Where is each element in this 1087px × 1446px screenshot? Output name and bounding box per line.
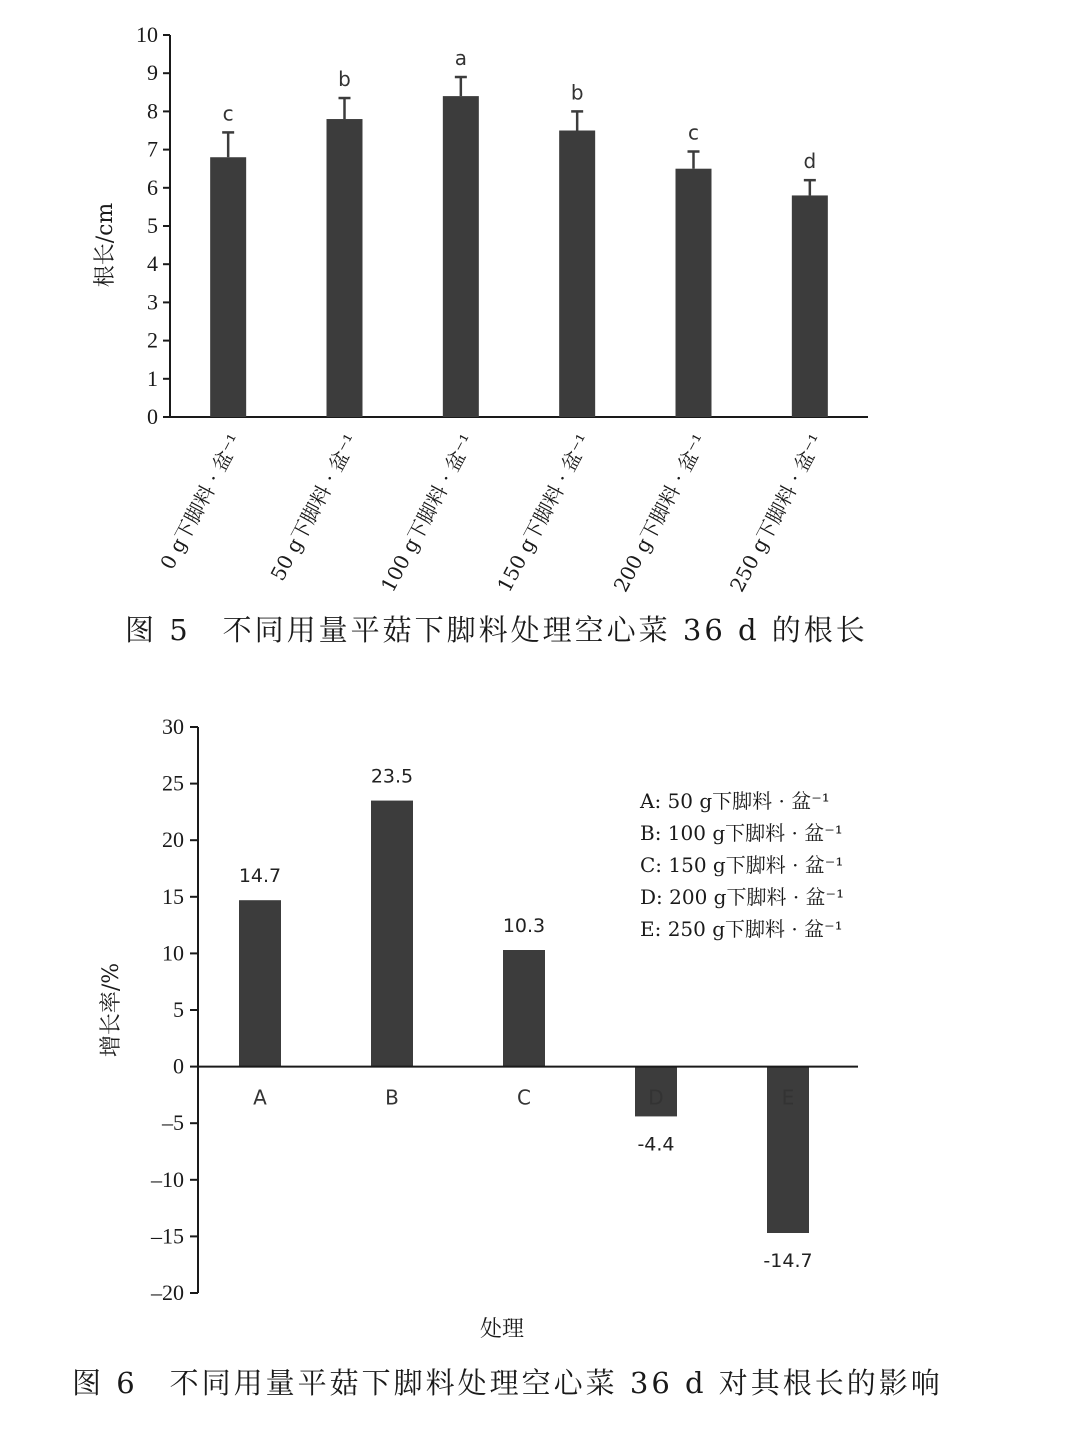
bar — [371, 801, 413, 1067]
y-tick-label: 6 — [147, 174, 158, 200]
y-tick-label: 25 — [162, 770, 184, 796]
bars — [210, 46, 828, 417]
x-tick-label: B — [385, 1085, 399, 1110]
bar — [443, 96, 479, 417]
chart-root-length — [93, 22, 868, 647]
x-tick-label: A — [253, 1085, 267, 1110]
y-tick-label: 0 — [147, 404, 158, 429]
bar — [239, 900, 281, 1066]
x-tick-label: 150 g下脚料 · 盆⁻¹ — [492, 430, 596, 596]
x-tick-label: 0 g下脚料 · 盆⁻¹ — [155, 430, 247, 574]
significance-letter: b — [570, 80, 584, 105]
y-tick-label: 4 — [147, 251, 158, 277]
significance-letter: a — [454, 46, 467, 71]
x-tick-label: C — [517, 1085, 531, 1110]
legend-item: C: 150 g下脚料 · 盆⁻¹ — [640, 853, 844, 877]
y-axis-label: 根长/cm — [93, 202, 118, 288]
figure-6-caption: 图 6 不同用量平菇下脚料处理空心菜 36 d 对其根长的影响 — [72, 1366, 943, 1400]
x-tick-labels — [155, 430, 828, 596]
legend-item: D: 200 g下脚料 · 盆⁻¹ — [640, 885, 845, 909]
legend-item: A: 50 g下脚料 · 盆⁻¹ — [640, 789, 830, 813]
x-tick-label: D — [648, 1085, 664, 1110]
legend — [639, 789, 844, 941]
y-tick-label: 7 — [147, 136, 158, 162]
bar — [210, 157, 246, 417]
y-tick-label: 10 — [162, 940, 184, 966]
y-tick-label: 0 — [173, 1053, 184, 1079]
y-tick-label: –15 — [151, 1223, 184, 1249]
x-tick-labels — [253, 1086, 794, 1110]
y-tick-label: 20 — [162, 827, 184, 853]
legend-item: E: 250 g下脚料 · 盆⁻¹ — [640, 917, 843, 941]
y-tick-label: 5 — [173, 997, 184, 1022]
y-tick-label: 15 — [162, 883, 184, 909]
y-axis-label: 增长率/% — [99, 962, 124, 1058]
y-tick-label: 1 — [147, 365, 158, 391]
data-label: 10.3 — [502, 915, 546, 938]
x-tick-label: 50 g下脚料 · 盆⁻¹ — [265, 430, 363, 585]
y-tick-label: 8 — [147, 98, 158, 124]
data-label: -14.7 — [763, 1250, 813, 1273]
y-tick-label: 5 — [147, 213, 158, 238]
x-tick-label: 250 g下脚料 · 盆⁻¹ — [724, 430, 829, 596]
bar — [327, 119, 363, 417]
bar — [559, 131, 595, 418]
bar — [503, 950, 545, 1067]
data-label: 23.5 — [370, 765, 414, 788]
y-tick-label: 9 — [147, 60, 158, 86]
significance-letter: c — [222, 101, 234, 126]
data-label: 14.7 — [238, 865, 282, 888]
y-tick-label: –20 — [151, 1280, 184, 1305]
significance-letter: c — [688, 120, 699, 145]
x-tick-label: 200 g下脚料 · 盆⁻¹ — [608, 430, 712, 596]
x-tick-label: E — [781, 1085, 795, 1110]
bar — [792, 195, 828, 417]
figure-5-caption: 图 5 不同用量平菇下脚料处理空心菜 36 d 的根长 — [125, 613, 868, 647]
y-axis — [150, 714, 198, 1305]
x-axis-label: 处理 — [479, 1317, 525, 1342]
significance-letter: d — [803, 149, 817, 174]
y-tick-label: 2 — [147, 327, 158, 353]
chart-growth-rate — [72, 714, 943, 1400]
y-tick-label: 30 — [162, 714, 184, 739]
legend-item: B: 100 g下脚料 · 盆⁻¹ — [640, 821, 843, 845]
data-label: -4.4 — [637, 1133, 675, 1156]
bar — [676, 169, 712, 417]
significance-letter: b — [338, 67, 351, 92]
y-tick-label: 10 — [136, 22, 158, 47]
y-tick-label: –10 — [151, 1166, 184, 1192]
y-tick-label: 3 — [147, 289, 158, 315]
x-tick-label: 100 g下脚料 · 盆⁻¹ — [375, 430, 480, 596]
y-tick-label: –5 — [162, 1110, 184, 1136]
